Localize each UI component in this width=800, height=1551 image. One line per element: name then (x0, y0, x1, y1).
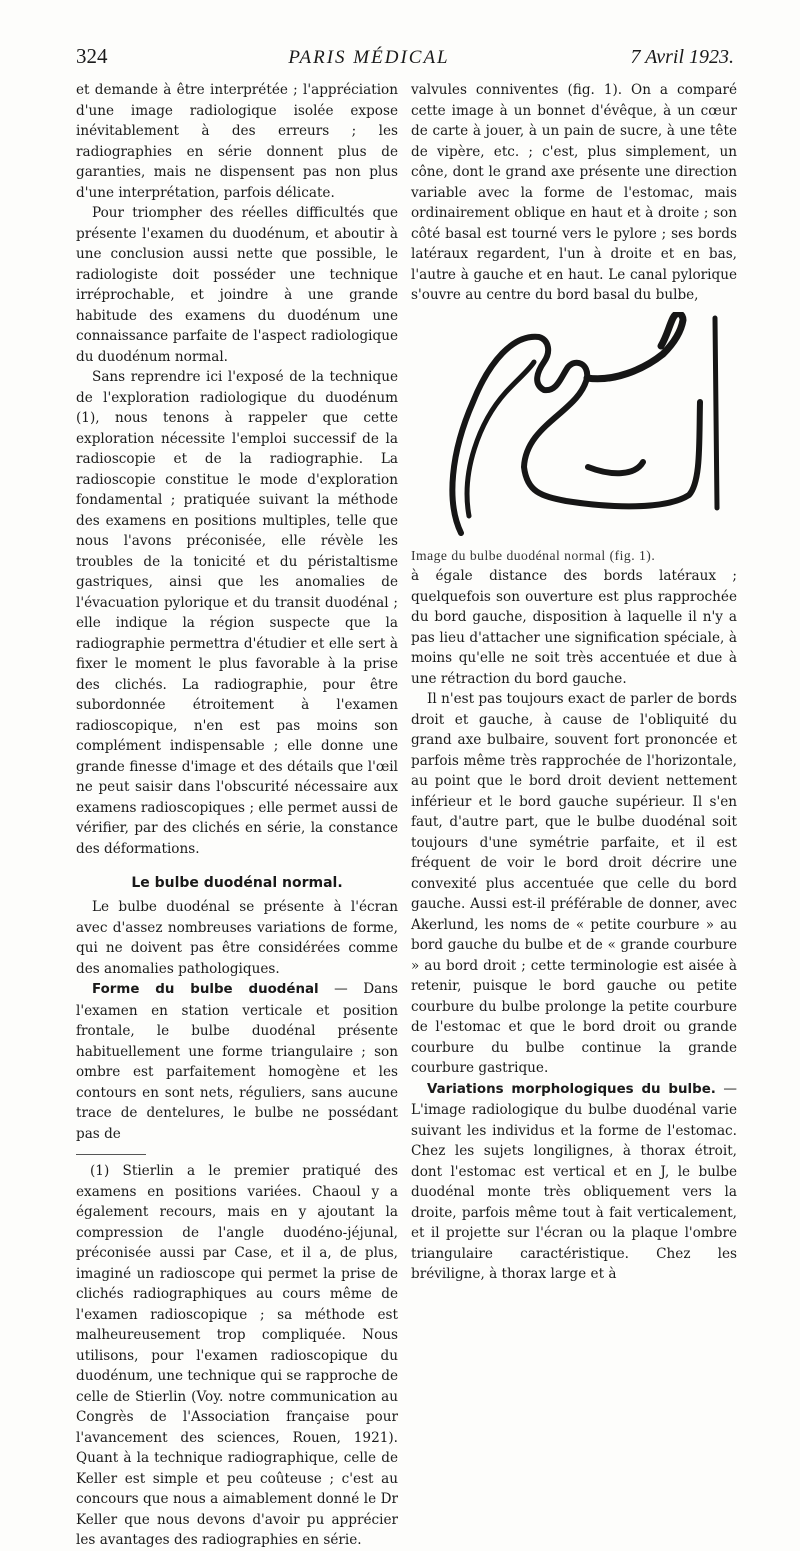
fig-upper-curve (587, 313, 683, 378)
radiograph-drawing (411, 312, 737, 546)
fig-outer-stroke (452, 336, 700, 532)
run-in-heading-forme: Forme du bulbe duodénal (92, 982, 319, 997)
left-paragraph-5 (76, 979, 398, 1144)
left-paragraph-4: Le bulbe duodénal se présente à l'écran avec d'assez nombreuses variations de forme, qui ne doivent pas être considérées comme des anomalies pathologiques. (76, 899, 398, 977)
section-title: Le bulbe duodénal normal. (131, 875, 343, 891)
right-paragraph-3: Il n'est pas toujours exact de parler de bords droit et gauche, à cause de l'obliquité du grand axe bulbaire, souvent fort prononcée et parfois même très rapprochée de l'horizontale, au point que le bord droit devient nettement inférieur et le bord gauche supérieur. Il s'en faut, d'autre part, que le bulbe duodénal soit toujours d'une symétrie parfaite, et il est fréquent de voir le bord droit décrire une convexité plus accentuée que celle du bord gauche. Aussi est-il préférable de donner, avec Akerlund, les noms de « petite courbure » au bord gauche du bulbe et de « grande courbure » au bord droit ; cette terminologie est aisée à retenir, puisque le bord gauche ou petite courbure du bulbe prolonge la petite courbure de l'estomac et que le bord droit ou grande courbure du bulbe continue la grande courbure gastrique. (411, 691, 737, 1076)
left-paragraph-1: et demande à être interprétée ; l'appréciation d'une image radiologique isolée expose inévitablement à des erreurs ; les radiographies en série donnent plus de garanties, mais ne dispensent pas non plus d'une interprétation, parfois délicate. (76, 82, 398, 201)
fig-inner-stroke (467, 362, 534, 516)
right-column (411, 80, 737, 1285)
left-paragraph-2: Pour triompher des réelles difficultés que présente l'examen du duodénum, et aboutir à une conclusion aussi nette que possible, le radiologiste doit posséder une technique irréprochable, et joindre à une grande habitude des examens du duodénum une connaissance parfaite de l'aspect radiologique du duodénum normal. (76, 205, 398, 365)
figure-caption: Image du bulbe duodénal normal (fig. 1). (411, 547, 656, 563)
page-number: 324 (76, 44, 108, 68)
footnote: (1) Stierlin a le premier pratiqué des examens en positions variées. Chaoul y a également recours, mais en y ajoutant la compression de l'angle duodéno-jéjunal, préconisée aussi par Case, et il a, de plus, imaginé un radioscope qui permet la prise de clichés radiographiques au cours même de l'examen radioscopique ; sa méthode est malheureusement trop compliquée. Nous utilisons, pour l'examen radioscopique du duodénum, une technique qui se rapproche de celle de Stierlin (Voy. notre communication au Congrès de l'Association française pour l'avancement des sciences, Rouen, 1921). Quant à la technique radiographique, celle de Keller est simple et peu coûteuse ; c'est au concours que nous a aimablement donné le Dr Keller que nous devons d'avoir pu apprécier les avantages des radiographies en série. (76, 1163, 398, 1548)
fig-right-vertical-bar (715, 318, 717, 508)
issue-date: 7 Avril 1923. (630, 46, 734, 68)
left-paragraph-3: Sans reprendre ici l'exposé de la technique de l'exploration radiologique du duodénum (1), nous tenons à rappeler que cette exploration nécessite l'emploi successif de la radioscopie et de la radiographie. La radioscopie constitue le mode d'exploration fondamental ; pratiquée suivant la méthode des examens en positions multiples, telle que nous l'avons préconisée, elle révèle les troubles de la tonicité et du péristaltisme gastriques, ainsi que les anomalies de l'évacuation pylorique et du transit duodénal ; elle indique la région suspecte que la radiographie permettra d'étudier et elle sert à fixer le moment le plus favorable à la prise des clichés. La radiographie, pour être subordonnée étroitement à l'examen radioscopique, n'en est pas moins son complément indispensable ; elle donne une grande finesse d'image et des détails que l'œil ne peut saisir dans l'obscurité nécessaire aux examens radioscopiques ; elle permet aussi de vérifier, par des clichés en série, la constance des déformations. (76, 369, 398, 857)
journal-title: PARIS MÉDICAL (288, 47, 450, 68)
running-head (76, 44, 734, 74)
run-in-heading-variations: Variations morphologiques du bulbe. (427, 1081, 716, 1097)
left-column (76, 80, 398, 1551)
right-paragraph-2: à égale distance des bords latéraux ; quelquefois son ouverture est plus rapprochée du bord gauche, disposition à laquelle il n'y a pas lieu d'attacher une signification spéciale, à moins qu'elle ne soit très accentuée et due à une rétraction du bord gauche. (411, 568, 737, 687)
figure-bulbe-duodenal (411, 312, 737, 546)
fig-lower-wall (588, 462, 643, 473)
right-paragraph-4-text: — L'image radiologique du bulbe duodénal varie suivant les individus et la forme de l'estomac. Chez les sujets longilignes, à thorax étroit, dont l'estomac est vertical et en J, le bulbe duodénal monte très obliquement vers la droite, parfois même tout à fait verticalement, et il projette sur l'écran ou la plaque l'ombre triangulaire caractéristique. Chez les bréviligne, à thorax large et à (411, 1080, 737, 1282)
right-paragraph-4 (411, 1079, 737, 1285)
left-paragraph-5-text: — Dans l'examen en station verticale et position frontale, le bulbe duodénal présente habituellement une forme triangulaire ; son ombre est parfaitement homogène et les contours en sont nets, réguliers, sans aucune trace de dentelures, le bulbe ne possédant pas de (76, 981, 398, 1142)
right-paragraph-1: valvules conniventes (fig. 1). On a comparé cette image à un bonnet d'évêque, à un cœur de carte à jouer, à un pain de sucre, à une tête de vipère, etc. ; c'est, plus simplement, un cône, dont le grand axe présente une direction variable avec la forme de l'estomac, mais ordinairement oblique en haut et à droite ; son côté basal est tourné vers le pylore ; ses bords latéraux regardent, l'un à droite et en bas, l'autre à gauche et en haut. Le canal pylorique s'ouvre au centre du bord basal du bulbe, (411, 82, 737, 303)
footnote-rule (76, 1154, 146, 1155)
